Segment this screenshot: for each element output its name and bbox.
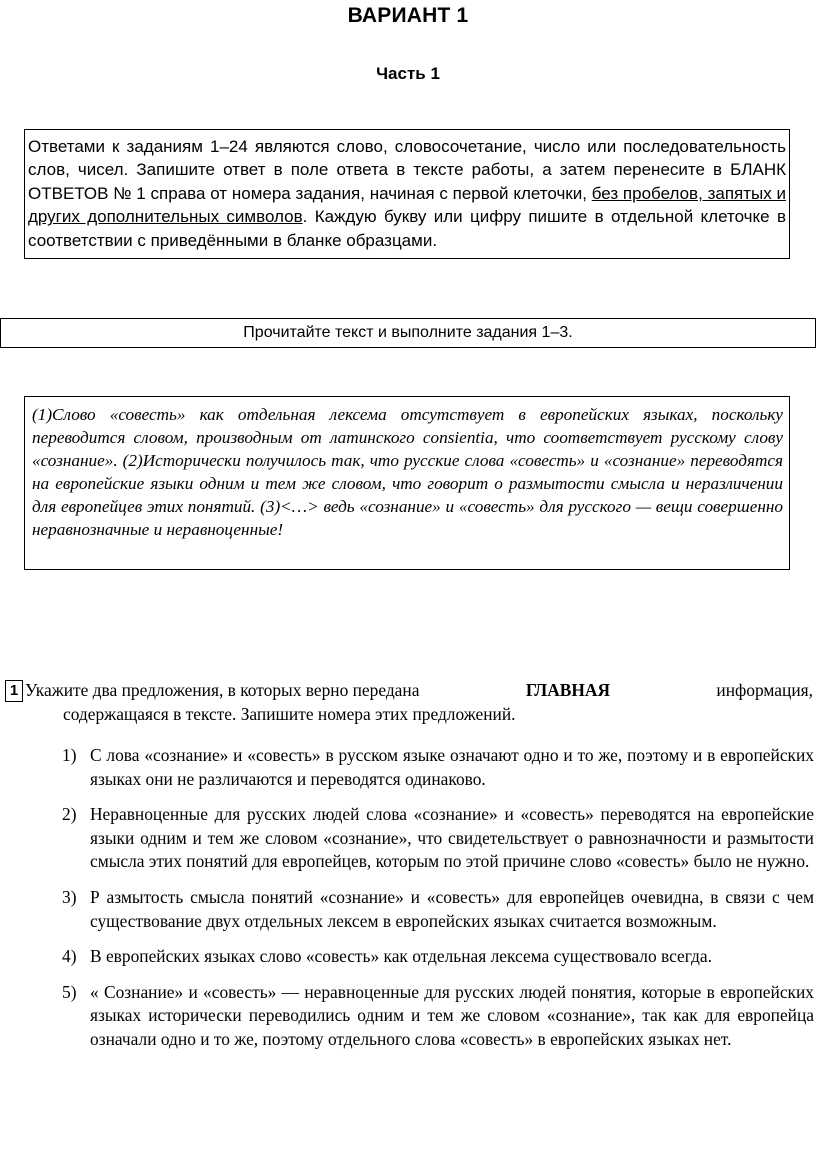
option-text: « Сознание» и «совесть» — неравноценные для русских людей понятия, которые в европейских языках исторически переводились одним и тем же словом «сознание», так как для европейца означали одно и то же, поэтому отдельного слова «совесть» в европейских языках нет.	[90, 981, 814, 1049]
option-text: Р азмытость смысла понятий «сознание» и «совесть» для европейцев очевидна, в связи с чем существование двух отдельных лексем в европейских языках считается возможным.	[90, 886, 814, 931]
option-number: 2)	[62, 804, 77, 825]
page-title: ВАРИАНТ 1	[347, 4, 469, 27]
question-emphasis: ГЛАВНАЯ	[525, 680, 611, 700]
option-number: 4)	[62, 946, 77, 967]
passage-text: (1)Слово «совесть» как отдельная лексема отсутствует в европейских языках, поскольку переводится словом, производным от латинского consientia, что соответствует русскому слову «сознание». (2)Исторически получилось так, что русские слова «совесть» и «сознание» переводятся на европейские языки одним и тем же словом, что говорит о размытости смысла и неразличении для европейцев этих понятий. (3)<…> ведь «сознание» и «совесть» для русского — вещи совершенно неравнозначные и неравноценные!	[32, 405, 783, 540]
part-title: Часть 1	[376, 64, 440, 83]
option-3	[62, 886, 814, 933]
task-number-badge: 1	[5, 680, 23, 702]
instructions-text-end: . Каждую букву или цифру пишите в отдельной клеточке в соответствии с приведёнными в бланке образцами.	[28, 207, 786, 250]
read-prompt: Прочитайте текст и выполните задания 1–3.	[243, 324, 573, 341]
instructions-text: Ответами к заданиям 1–24 являются слово, словосочетание, число или последовательность слов, чисел. Запишите ответ в поле ответа в тексте работы, а затем перенесите в БЛАНК ОТВЕТОВ № 1 справа от номера задания, начиная с первой клеточки,	[28, 137, 786, 203]
option-number: 1)	[62, 745, 77, 765]
passage-box	[24, 396, 790, 570]
option-1	[62, 744, 814, 791]
option-number: 5)	[62, 981, 77, 1002]
instructions-underlined: без пробелов, запятых и других дополнительных символов	[28, 183, 787, 227]
answer-options	[62, 744, 814, 1064]
read-prompt-box	[0, 318, 816, 348]
instructions-box	[24, 129, 790, 259]
option-4	[62, 945, 814, 969]
option-text: С лова «сознание» и «совесть» в русском языке означают одно и то же, поэтому и в европейских языках они не различаются и переводятся одинаково.	[90, 745, 814, 789]
question-part1: Укажите два предложения, в которых верно передана	[25, 680, 420, 700]
option-2	[62, 803, 814, 874]
question-line2: содержащаяся в тексте. Запишите номера этих предложений.	[63, 704, 516, 724]
task-question	[25, 678, 813, 726]
option-text: Неравноценные для русских людей слова «сознание» и «совесть» переводятся на европейские языки одним и тем же словом «сознание», что свидетельствует о равнозначности и размытости смысла этих понятий для европейцев, которым по этой причине слово «совесть» было не нужно.	[90, 804, 814, 872]
option-text: В европейских языках слово «совесть» как отдельная лексема существовало всегда.	[90, 946, 712, 967]
question-part2: информация,	[716, 680, 813, 700]
option-number: 3)	[62, 886, 77, 907]
option-5	[62, 981, 814, 1052]
